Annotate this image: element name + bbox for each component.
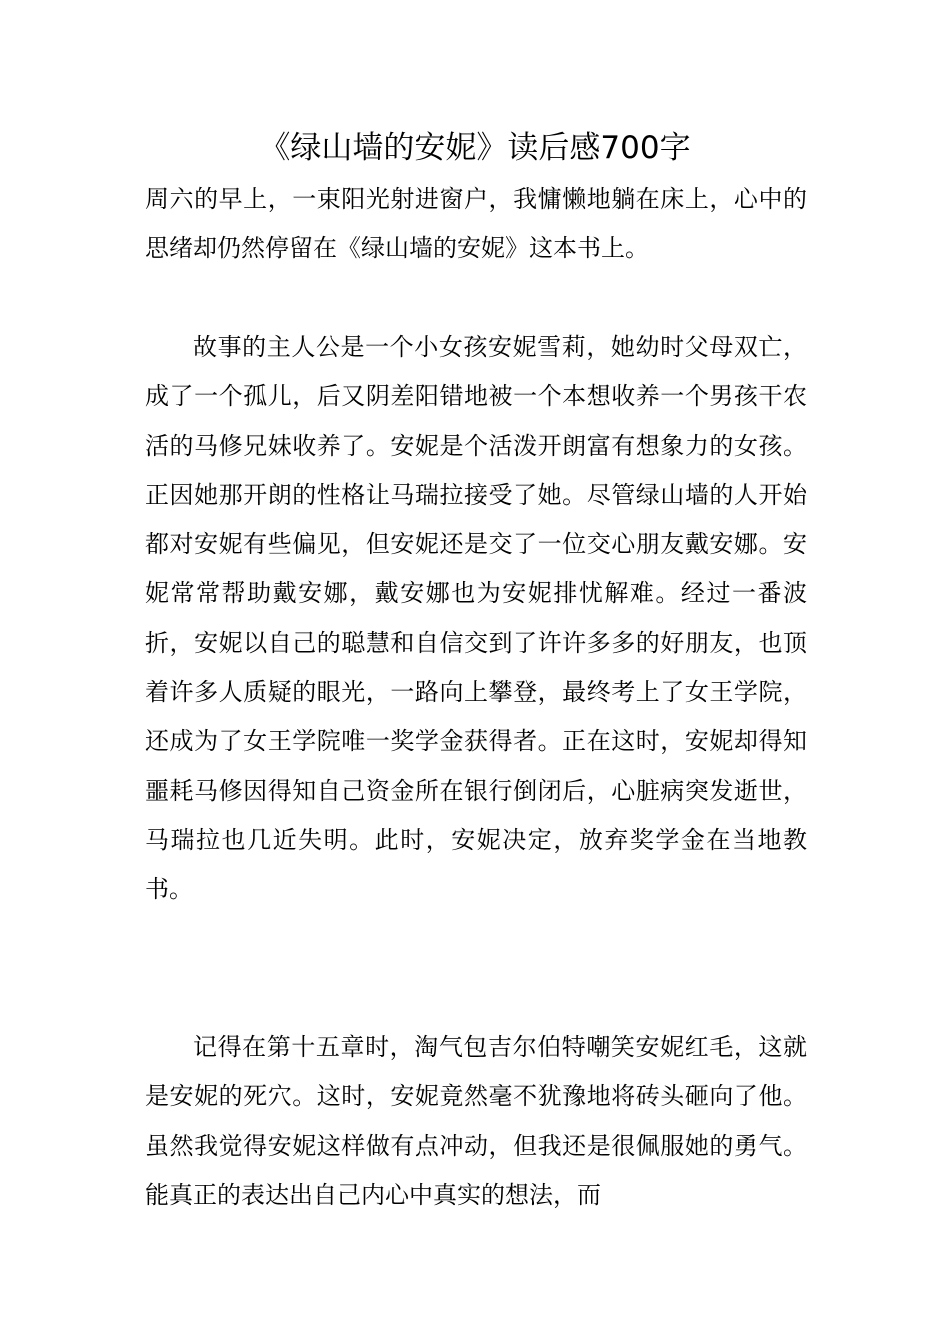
paragraph-3: 记得在第十五章时，淘气包吉尔伯特嘲笑安妮红毛，这就是安妮的死穴。这时，安妮竟然毫不犹豫地将砖头砸向了他。虽然我觉得安妮这样做有点冲动，但我还是很佩服她的勇气。能真正的表达出自己内心中真实的想法，而 bbox=[145, 1033, 807, 1209]
paragraph-1: 周六的早上，一束阳光射进窗户，我慵懒地躺在床上，心中的思绪却仍然停留在《绿山墙的安妮》这本书上。 bbox=[145, 185, 807, 263]
document-title: 《绿山墙的安妮》读后感700字 bbox=[259, 130, 691, 166]
paragraph-2: 故事的主人公是一个小女孩安妮雪莉，她幼时父母双亡，成了一个孤儿，后又阴差阳错地被一个本想收养一个男孩干农活的马修兄妹收养了。安妮是个活泼开朗富有想象力的女孩。正因她那开朗的性格让马瑞拉接受了她。尽管绿山墙的人开始都对安妮有些偏见，但安妮还是交了一位交心朋友戴安娜。安妮常常帮助戴安娜，戴安娜也为安妮排忧解难。经过一番波折，安妮以自己的聪慧和自信交到了许许多多的好朋友，也顶着许多人质疑的眼光，一路向上攀登，最终考上了女王学院，还成为了女王学院唯一奖学金获得者。正在这时，安妮却得知噩耗马修因得知自己资金所在银行倒闭后，心脏病突发逝世，马瑞拉也几近失明。此时，安妮决定，放弃奖学金在当地教书。 bbox=[145, 333, 807, 904]
